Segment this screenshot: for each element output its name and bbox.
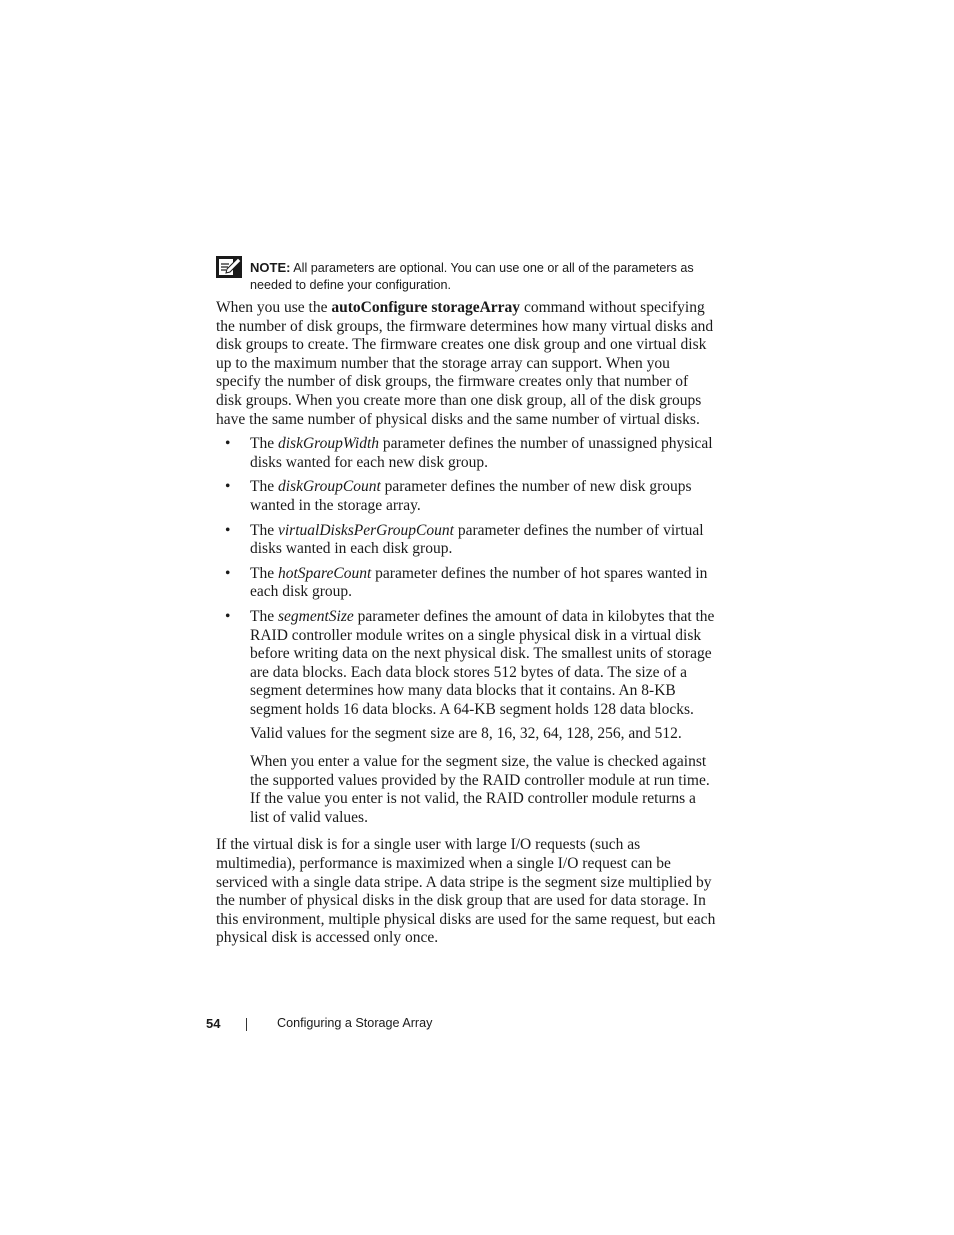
segment-valid-values: Valid values for the segment size are 8, 16, 32, 64, 128, 256, and 512.	[250, 725, 682, 743]
footer-separator	[246, 1018, 247, 1031]
param-name: virtualDisksPerGroupCount	[277, 521, 454, 539]
command-name: autoConfigure storageArray	[331, 299, 521, 316]
list-item: • The diskGroupCount parameter defines the number of new disk groups wanted in the storage array.	[225, 478, 692, 514]
param-name: hotSpareCount	[277, 564, 372, 582]
param-name: segmentSize	[277, 607, 354, 625]
closing-paragraph: If the virtual disk is for a single user with large I/O requests (such as multimedia), performance is maximized when a single I/O request can be serviced with a single data stripe. A data stripe is the segment size multiplied by the number of physical disks in the disk group that are used for data storage. In this environment, multiple physical disks are used for the same request, but each physical disk is accessed only once.	[216, 836, 716, 947]
intro-paragraph: When you use the autoConfigure storageArray command without specifying the number of disk groups, the firmware determines how many virtual disks and disk groups to create. The firmware creates one disk group and one virtual disk up to the maximum number that the storage array can support. When you specify the number of disk groups, the firmware creates only that number of disk groups. When you create more than one disk group, all of the disk groups have the same number of physical disks and the same number of virtual disks.	[216, 299, 714, 428]
list-item: • The diskGroupWidth parameter defines the number of unassigned physical disks wanted for each new disk group.	[225, 435, 713, 471]
note-label: NOTE:	[250, 260, 291, 275]
segment-validation-note: When you enter a value for the segment size, the value is checked against the supported values provided by the RAID controller module at run time. If the value you enter is not valid, the RAID controller module returns a list of valid values.	[250, 753, 710, 826]
section-title: Configuring a Storage Array	[277, 1016, 433, 1030]
note-body: All parameters are optional. You can use one or all of the parameters as needed to define your configuration.	[250, 261, 694, 292]
note-text	[250, 259, 710, 294]
list-item: • The virtualDisksPerGroupCount parameter defines the number of virtual disks wanted in each disk group.	[225, 521, 704, 558]
main-content	[216, 299, 716, 948]
parameter-list	[216, 435, 716, 719]
list-item: • The segmentSize parameter defines the amount of data in kilobytes that the RAID controller module writes on a single physical disk in a virtual disk before writing data on the next physical disk. The smallest units of storage are data blocks. Each data block stores 512 bytes of data. The size of a segment determines how many data blocks that it contains. An 8-KB segment holds 16 data blocks. A 64-KB segment holds 128 data blocks.	[225, 607, 715, 718]
note-pencil-icon	[216, 256, 242, 278]
page-number: 54	[206, 1016, 221, 1031]
param-name: diskGroupWidth	[277, 435, 380, 453]
list-item: • The hotSpareCount parameter defines the number of hot spares wanted in each disk group.	[225, 564, 708, 601]
param-name: diskGroupCount	[277, 478, 381, 496]
